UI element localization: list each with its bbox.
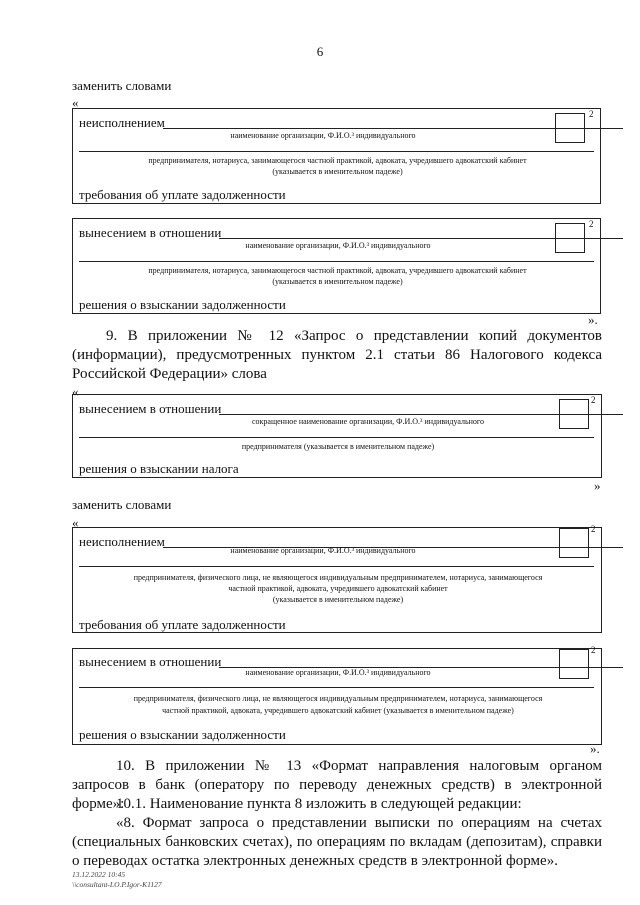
- underline: [163, 128, 623, 129]
- field-caption: наименование организации, Ф.И.О.³ индивидуального: [245, 668, 431, 677]
- paragraph-10: 10. В приложении № 13 «Формат направления налоговым органом запросов в банк (оператору по переводу денежных средств) в электронной форме»:: [72, 758, 602, 812]
- field-caption: предпринимателя, нотариуса, занимающегося частной практикой, адвоката, учредившего адвокатский кабинет: [148, 156, 527, 165]
- open-quote-3: «: [72, 515, 79, 530]
- underline: [79, 566, 594, 567]
- close-quote-3: ».: [590, 741, 600, 756]
- field-caption: (указывается в именительном падеже): [272, 595, 404, 604]
- block-label-bottom: требования об уплате задолженности: [79, 617, 286, 632]
- block-label-top: вынесением в отношении: [79, 401, 222, 416]
- open-quote-1: «: [72, 95, 79, 110]
- form-block-nonperformance-extended: [72, 524, 602, 633]
- footer-timestamp: 13.12.2022 10:45: [72, 870, 126, 879]
- footer-path: \\consultant-LO.P.Igor-K1127: [72, 880, 162, 889]
- form-block-nonperformance: [72, 108, 601, 204]
- field-caption: наименование организации, Ф.И.О.³ индивидуального: [230, 546, 416, 555]
- field-caption: наименование организации, Ф.И.О.³ индивидуального: [230, 131, 416, 140]
- form-block-issuance-tax: [72, 394, 602, 478]
- field-caption: предпринимателя, нотариуса, занимающегося частной практикой, адвоката, учредившего адвокатский кабинет: [148, 266, 527, 275]
- field-caption: (указывается в именительном падеже): [272, 167, 403, 176]
- form-block-issuance-extended: [72, 645, 602, 745]
- paragraph-9: 9. В приложении № 12 «Запрос о представлении копий документов (информации), предусмотренных пунктом 2.1 статьи 86 Налогового кодекса Российской Федерации» слова: [72, 328, 602, 382]
- underline: [79, 687, 594, 688]
- block-label-top: вынесением в отношении: [79, 654, 222, 669]
- open-quote-2: «: [72, 384, 79, 399]
- block-label-top: неисполнением: [79, 115, 165, 130]
- underline: [79, 261, 594, 262]
- footnote-mark: 2: [589, 109, 594, 119]
- replace-heading-1: заменить словами: [72, 78, 172, 93]
- field-caption: сокращенное наименование организации, Ф.И.О.³ индивидуального: [251, 417, 485, 426]
- field-caption: (указывается в именительном падеже): [272, 277, 403, 286]
- field-caption: частной практикой, адвоката, учредившего адвокатский кабинет: [228, 584, 448, 593]
- close-quote-2: »: [594, 478, 601, 493]
- field-caption: предпринимателя, физического лица, не являющегося индивидуальным предпринимателем, нотариуса, занимающегося: [133, 694, 543, 703]
- close-quote-1: ».: [588, 312, 598, 327]
- block-label-bottom: решения о взыскании налога: [79, 461, 239, 476]
- paragraph-8-quote: «8. Формат запроса о представлении выписки по операциям на счетах (специальных банковских счетах), по операциям по вкладам (депозитам), справки о переводах остатка электронных денежных средств в электронной форме».: [72, 815, 602, 869]
- block-label-bottom: решения о взыскании задолженности: [79, 727, 286, 742]
- field-caption: предпринимателя, физического лица, не являющегося индивидуальным предпринимателем, нотариуса, занимающегося: [133, 573, 543, 582]
- paragraph-10-1: 10.1. Наименование пункта 8 изложить в следующей редакции:: [116, 796, 522, 812]
- block-label-bottom: требования об уплате задолженности: [79, 187, 286, 202]
- field-caption: наименование организации, Ф.И.О.³ индивидуального: [245, 241, 431, 250]
- footnote-mark: 2: [589, 219, 594, 229]
- footnote-mark: 2: [591, 645, 596, 655]
- field-caption: частной практикой, адвоката, учредившего адвокатский кабинет (указывается в именительном падеже): [162, 706, 514, 715]
- block-label-top: неисполнением: [79, 534, 165, 549]
- footnote-mark: 2: [591, 524, 596, 534]
- field-caption: предпринимателя (указывается в именительном падеже): [241, 442, 435, 451]
- block-label-bottom: решения о взыскании задолженности: [79, 297, 286, 312]
- replace-heading-2: заменить словами: [72, 497, 172, 512]
- form-block-issuance: [72, 218, 601, 314]
- block-label-top: вынесением в отношении: [79, 225, 222, 240]
- footnote-mark: 2: [591, 395, 596, 405]
- underline: [79, 437, 594, 438]
- underline: [79, 151, 594, 152]
- page-number: 6: [316, 44, 324, 59]
